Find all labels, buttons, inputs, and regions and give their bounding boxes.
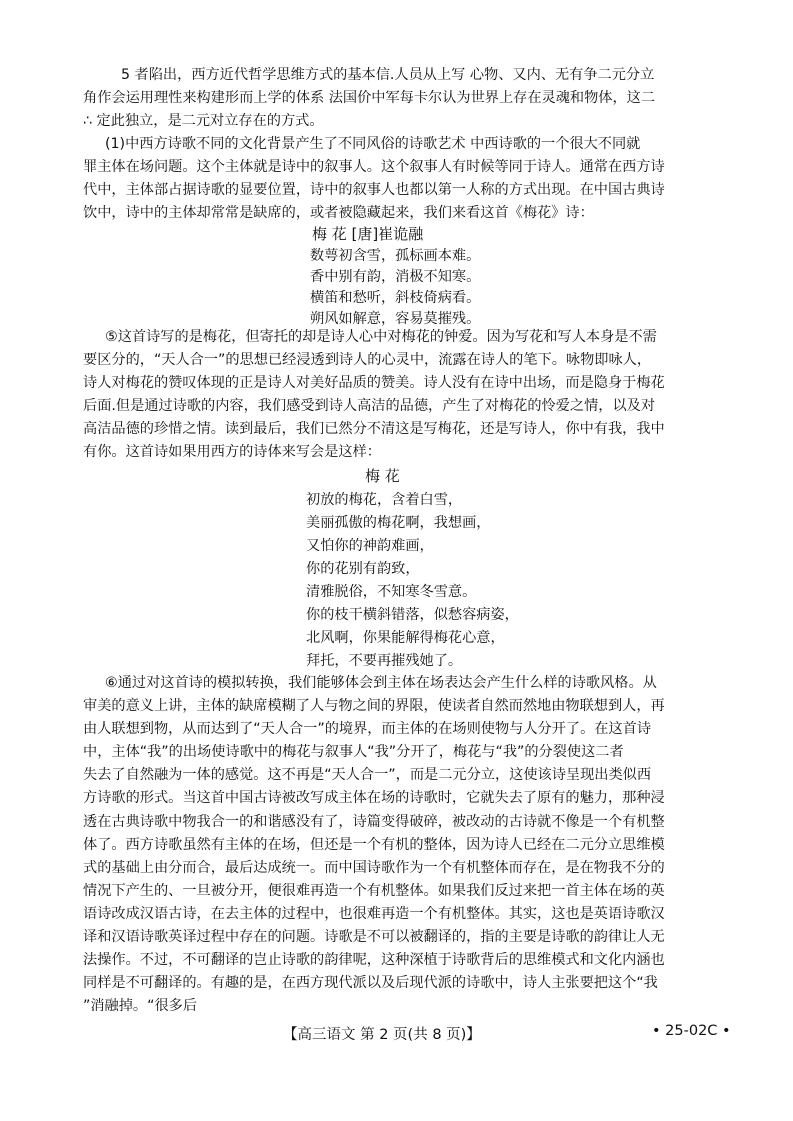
poem-line: 你的花别有韵致， [306,561,420,577]
text-line: 罪主体在场问题。这个主体就是诗中的叙事人。这个叙事人有时候等同于诗人。通常在西方诗 [83,159,665,176]
poem-line: 香中别有韵，消极不知寒。 [310,269,481,285]
text-line: 审美的意义上讲，主体的缺席模糊了人与物之间的界限，使读者自然而然地由物联想到人，再 [83,698,665,715]
text-line: 饮中，诗中的主体却常常是缺席的，或者被隐藏起来，我们来看这首《梅花》诗： [83,205,594,222]
text-line: 体了。西方诗歌虽然有主体的在场，但还是一个有机的整体，因为诗人已经在二元分立思维模 [83,836,665,853]
poem-line: 初放的梅花，含着白雪， [306,492,463,508]
text-line: 方诗歌的形式。当这首中国古诗被改写成主体在场的诗歌时，它就失去了原有的魅力，那种浸 [83,790,665,807]
poem-line: 北风啊，你果能解得梅花心意， [306,630,505,646]
text-line: 中，主体“我”的出场使诗歌中的梅花与叙事人“我”分开了，梅花与“我”的分裂使这二者 [83,744,624,761]
poem-2-title: 梅 花 [365,467,400,485]
poem-line: 横笛和愁听，斜枝倚病看。 [310,290,481,306]
poem-1-title: 梅 花 [唐]崔诡融 [312,225,424,243]
text-line: 失去了自然融为一体的感觉。这不再是“天人合一”，而是二元分立，这使该诗呈现出类似西 [83,767,652,784]
text-line: 透在古典诗歌中物我合一的和谐感没有了，诗篇变得破碎，被改动的古诗就不像是一个有机整 [83,813,665,830]
poem-1 [310,246,480,330]
poem-line: 又怕你的神韵难画， [306,538,434,554]
text-line: 诗人对梅花的赞叹体现的正是诗人对美好品质的赞美。诗人没有在诗中出场，而是隐身于梅花 [83,375,665,392]
poem-2 [306,489,519,673]
paragraph-4 [83,672,713,1018]
text-line: 译和汉语诗歌英译过程中存在的问题。诗歌是不可以被翻译的，指的主要是诗歌的韵律让人无 [83,929,665,946]
paragraph-3 [83,326,713,465]
text-line: 有你。这首诗如果用西方的诗体来写会是这样： [83,444,381,461]
paragraph-1 [83,64,713,133]
text-line: 角作会运用理性来构建形而上学的体系 法国价中军每卡尔认为世界上存在灵魂和物体，这二 [83,90,656,107]
text-line: ∴ 定此独立，是二元对立存在的方式。 [83,113,324,130]
poem-line: 拜托，不要再摧残她了。 [306,653,463,669]
text-line: 同样是不可翻译的。有趣的是，在西方现代派以及后现代派的诗歌中，诗人主张要把这个“我 [83,975,658,992]
text-line: 要区分的，“天人合一”的思想已经浸透到诗人的心灵中，流露在诗人的笔下。咏物即咏人， [83,352,652,369]
poem-line: 清雅脱俗，不知寒冬雪意。 [306,584,477,600]
text-line: ⑤这首诗写的是梅花，但寄托的却是诗人心中对梅花的钟爱。因为写花和写人本身是不需 [105,329,657,345]
exam-code: • 25-02C • [652,1023,731,1039]
text-line: 由人联想到物，从而达到了“天人合一”的境界，而主体的在场则使物与人分开了。在这首诗 [83,721,652,738]
text-line: 代中，主体部占据诗歌的显要位置，诗中的叙事人也都以第一人称的方式出现。在中国古典诗 [83,182,665,199]
text-line: 语诗改成汉语古诗，在去主体的过程中，也很难再造一个有机整体。其实，这也是英语诗歌汉 [83,905,665,922]
text-line: (1)中西方诗歌不同的文化背景产生了不同风俗的诗歌艺术 中西诗歌的一个很大不同就 [105,136,641,152]
poem-line: 数萼初含雪，孤标画本难。 [310,248,481,264]
text-line: 式的基础上由分而合，最后达成统一。而中国诗歌作为一个有机整体而存在，是在物我不分的 [83,859,665,876]
text-line: ”消融掉。“很多后 [83,998,198,1015]
text-line: 法操作。不过，不可翻译的岂止诗歌的韵律呢，这种深植于诗歌背后的思维模式和文化内涵也 [83,952,665,969]
text-line: 情况下产生的、一旦被分开，便很难再造一个有机整体。如果我们反过来把一首主体在场的英 [83,882,665,899]
text-line: 后面.但是通过诗歌的内容，我们感受到诗人高洁的品德，产生了对梅花的怜爱之情，以及对 [83,398,656,415]
poem-line: 你的枝干横斜错落，似愁容病姿， [306,607,519,623]
poem-line: 美丽孤傲的梅花啊，我想画， [306,515,491,531]
text-line: 高洁品德的珍惜之情。读到最后，我们已然分不清这是写梅花，还是写诗人，你中有我，我中 [83,421,665,438]
page-footer: 【高三语文 第 2 页(共 8 页)】 [283,1027,481,1043]
poem-line: 朔风如解意，容易莫摧残。 [310,311,481,327]
paragraph-2 [83,133,713,225]
text-line: ⑥通过对这首诗的模拟转换，我们能够体会到主体在场表达会产生什么样的诗歌风格。从 [105,675,657,691]
text-line: 5 者陷出，西方近代哲学思维方式的基本信.人员从上写 心物、又内、无有争二元分立 [121,67,655,83]
